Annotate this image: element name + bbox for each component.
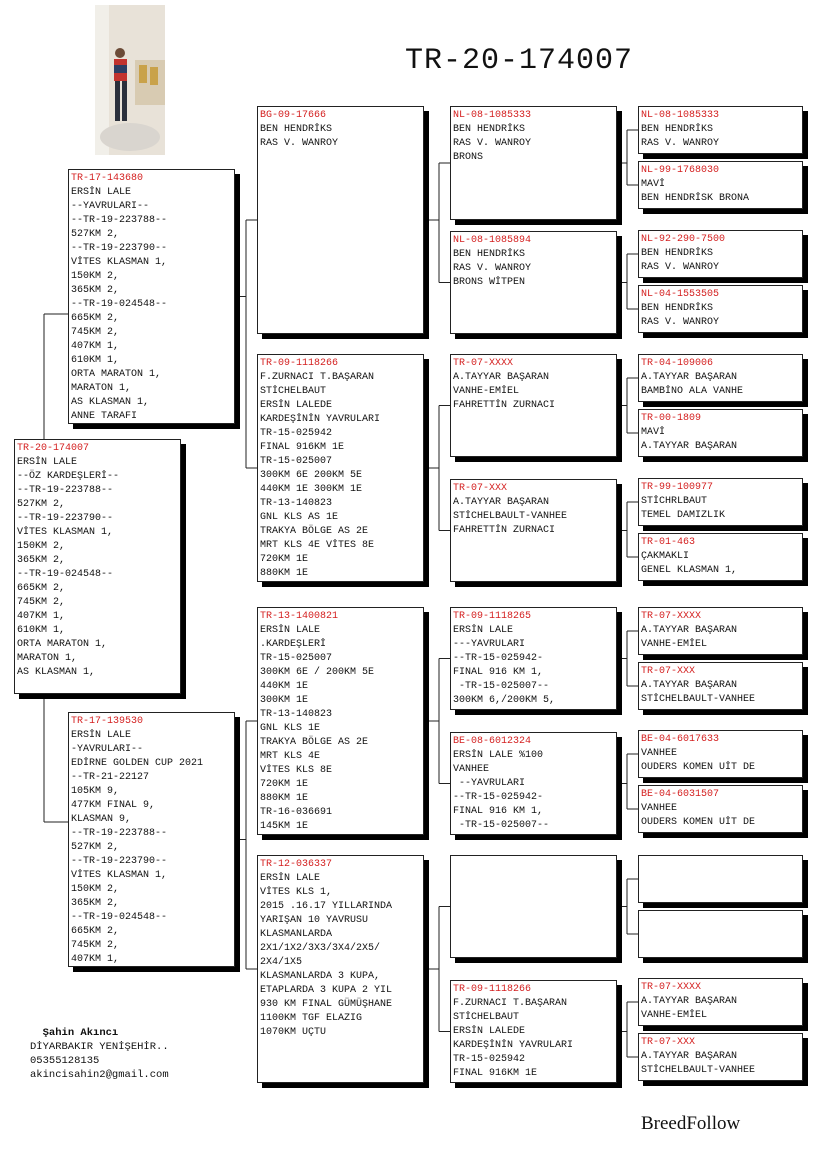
pedigree-note-line: 477KM FINAL 9, (71, 800, 156, 811)
pedigree-note-line: 407KM 1, (71, 341, 120, 352)
ring-number: TR-17-143680 (71, 173, 144, 184)
ring-number: BG-09-17666 (260, 110, 327, 121)
ancestor-box-g14[interactable] (638, 910, 803, 958)
pedigree-note-line: TR-15-025007 (260, 653, 333, 664)
ring-number: TR-13-1400821 (260, 611, 339, 622)
pedigree-note-line: RAS V. WANROY (453, 138, 532, 149)
pedigree-note-line: 407KM 1, (17, 611, 66, 622)
pedigree-note-line: BEN HENDRİKS (641, 248, 714, 259)
pedigree-note-line: 440KM 1E (260, 681, 309, 692)
pedigree-note-line: STİCHELBAULT-VANHEE (641, 1065, 756, 1076)
pedigree-note-line: 300KM 1E (260, 695, 309, 706)
pedigree-note-line: BEN HENDRİKS (641, 124, 714, 135)
pedigree-note-line: --TR-19-223788-- (71, 215, 168, 226)
ring-number: TR-07-XXXX (641, 982, 702, 993)
pedigree-note-line: 880KM 1E (260, 793, 309, 804)
pedigree-note-line: FINAL 916 KM 1, (453, 806, 544, 817)
pedigree-note-line: .KARDEŞLERİ (260, 639, 327, 650)
pedigree-note-line: VİTES KLASMAN 1, (17, 527, 114, 538)
pedigree-note-line: --TR-15-025942- (453, 653, 544, 664)
ring-number: NL-08-1085333 (641, 110, 720, 121)
granddam-paternal-box[interactable] (257, 354, 424, 582)
ancestor-box-dss[interactable] (450, 607, 617, 710)
pedigree-note-line: 365KM 2, (71, 898, 120, 909)
pedigree-note-line: 105KM 9, (71, 786, 120, 797)
pedigree-note-line: VİTES KLS 8E (260, 765, 333, 776)
pedigree-note-line: GNL KLS 1E (260, 723, 321, 734)
pedigree-note-line: 407KM 1, (71, 954, 120, 965)
pedigree-note-line: --TR-19-223790-- (17, 513, 114, 524)
ancestor-box-sss[interactable] (450, 106, 617, 220)
pedigree-note-line: --YAVRULARI-- (71, 201, 150, 212)
pedigree-note-line: --TR-21-22127 (71, 772, 150, 783)
pedigree-note-line: 745KM 2, (71, 940, 120, 951)
pedigree-note-line: AS KLASMAN 1, (17, 667, 96, 678)
ring-number: NL-92-290-7500 (641, 234, 726, 245)
pedigree-note-line: 720KM 1E (260, 554, 309, 565)
pedigree-note-line: VANHE-EMİEL (453, 386, 520, 397)
pedigree-note-line: VANHE-EMİEL (641, 1010, 708, 1021)
pedigree-note-line: --YAVRULARI (453, 778, 526, 789)
ancestor-box-g3[interactable] (638, 230, 803, 278)
pedigree-note-line: MARATON 1, (17, 653, 78, 664)
pedigree-note-line: ANNE TARAFI (71, 411, 138, 422)
pedigree-note-line: 665KM 2, (71, 313, 120, 324)
ring-number: BE-08-6012324 (453, 736, 532, 747)
pedigree-title: TR-20-174007 (405, 44, 634, 78)
pedigree-note-line: A.TAYYAR BAŞARAN (641, 680, 738, 691)
pedigree-note-line: MARATON 1, (71, 383, 132, 394)
owner-name: Şahin Akıncı (42, 1027, 119, 1039)
ancestor-box-g15[interactable] (638, 978, 803, 1026)
pedigree-note-line: -TR-15-025007-- (453, 681, 550, 692)
pedigree-note-line: 527KM 2, (17, 499, 66, 510)
ring-number: TR-00-1809 (641, 413, 702, 424)
pedigree-note-line: FINAL 916KM 1E (453, 1068, 538, 1079)
ring-number: TR-09-1118266 (453, 984, 532, 995)
pedigree-note-line: 150KM 2, (17, 541, 66, 552)
pedigree-note-line: ERSİN LALEDE (260, 400, 333, 411)
pedigree-note-line: GNL KLS AS 1E (260, 512, 339, 523)
pedigree-note-line: ERSİN LALE (260, 873, 321, 884)
pedigree-note-line: FAHRETTİN ZURNACI (453, 525, 556, 536)
ancestor-box-g9[interactable] (638, 607, 803, 655)
pedigree-note-line: FINAL 916KM 1E (260, 442, 345, 453)
pedigree-note-line: ERSİN LALE (71, 730, 132, 741)
pedigree-note-line: 527KM 2, (71, 229, 120, 240)
pedigree-note-line: BRONS WİTPEN (453, 277, 526, 288)
pedigree-note-line: YARIŞAN 10 YAVRUSU (260, 915, 369, 926)
pedigree-note-line: A.TAYYAR BAŞARAN (641, 441, 738, 452)
pedigree-note-line: ORTA MARATON 1, (71, 369, 162, 380)
pedigree-note-line: 300KM 6,/200KM 5, (453, 695, 556, 706)
pedigree-note-line: 930 KM FINAL GÜMÜŞHANE (260, 999, 393, 1010)
pedigree-note-line: --TR-19-223788-- (71, 828, 168, 839)
ancestor-box-g6[interactable] (638, 409, 803, 457)
pedigree-note-line: -TR-15-025007-- (453, 820, 550, 831)
ancestor-box-dds[interactable] (450, 855, 617, 958)
ring-number: TR-09-1118266 (260, 358, 339, 369)
ring-number: NL-04-1553505 (641, 289, 720, 300)
granddam-maternal-box[interactable] (257, 855, 424, 1083)
pedigree-note-line: FINAL 916 KM 1, (453, 667, 544, 678)
pedigree-note-line: VANHEE (641, 803, 678, 814)
pedigree-note-line: TRAKYA BÖLGE AS 2E (260, 737, 369, 748)
pedigree-note-line: TR-15-025942 (453, 1054, 526, 1065)
pedigree-note-line: ERSİN LALE %100 (453, 750, 544, 761)
pedigree-note-line: MAVİ (641, 427, 666, 438)
pedigree-note-line: 150KM 2, (71, 884, 120, 895)
pedigree-note-line: 720KM 1E (260, 779, 309, 790)
grandsire-paternal-box[interactable] (257, 106, 424, 334)
ring-number: TR-07-XXX (453, 483, 508, 494)
pedigree-note-line: STİCHELBAULT-VANHEE (453, 511, 568, 522)
pedigree-note-line: KLASMANLARDA (260, 929, 333, 940)
pedigree-note-line: 2X1/1X2/3X3/3X4/2X5/ (260, 943, 381, 954)
pedigree-note-line: 745KM 2, (71, 327, 120, 338)
dam-box[interactable] (68, 712, 235, 967)
pedigree-note-line: OUDERS KOMEN UİT DE (641, 762, 756, 773)
ancestor-box-ddd[interactable] (450, 980, 617, 1083)
ancestor-box-g5[interactable] (638, 354, 803, 402)
pedigree-note-line: STİCHELBAUT (453, 1012, 520, 1023)
pedigree-note-line: STİCHELBAUT (260, 386, 327, 397)
ring-number: NL-08-1085333 (453, 110, 532, 121)
ring-number: TR-04-109006 (641, 358, 714, 369)
ancestor-box-g8[interactable] (638, 533, 803, 581)
pedigree-note-line: ERSİN LALE (260, 625, 321, 636)
pedigree-note-line: 880KM 1E (260, 568, 309, 579)
pedigree-note-line: ERSİN LALEDE (453, 1026, 526, 1037)
pedigree-note-line: A.TAYYAR BAŞARAN (641, 372, 738, 383)
pedigree-note-line: FAHRETTİN ZURNACI (453, 400, 556, 411)
pedigree-note-line: KARDEŞİNİN YAVRULARI (453, 1040, 574, 1051)
pedigree-note-line: MRT KLS 4E (260, 751, 321, 762)
brand-logo: BreedFollow (641, 1113, 741, 1134)
pedigree-note-line: GENEL KLASMAN 1, (641, 565, 738, 576)
pedigree-note-line: --ÖZ KARDEŞLERİ-- (17, 471, 120, 482)
pedigree-note-line: 610KM 1, (17, 625, 66, 636)
pedigree-note-line: BEN HENDRİKS (453, 124, 526, 135)
ring-number: NL-99-1768030 (641, 165, 720, 176)
ancestor-box-sds[interactable] (450, 354, 617, 457)
pedigree-note-line: --TR-19-223788-- (17, 485, 114, 496)
owner-city: DİYARBAKIR YENİŞEHİR.. (30, 1041, 169, 1053)
pedigree-note-line: RAS V. WANROY (453, 263, 532, 274)
pedigree-note-line: 1100KM TGF ELAZIG (260, 1013, 363, 1024)
ring-number: BE-04-6017633 (641, 734, 720, 745)
pedigree-note-line: 1070KM UÇTU (260, 1027, 327, 1038)
pedigree-note-line: ÇAKMAKLI (641, 551, 690, 562)
pedigree-note-line: 300KM 6E 200KM 5E (260, 470, 363, 481)
ancestor-box-g4[interactable] (638, 285, 803, 333)
pedigree-note-line: 150KM 2, (71, 271, 120, 282)
pedigree-note-line: VİTES KLS 1, (260, 887, 333, 898)
pedigree-note-line: EDİRNE GOLDEN CUP 2021 (71, 758, 204, 769)
pedigree-note-line: 440KM 1E 300KM 1E (260, 484, 363, 495)
ancestor-box-g10[interactable] (638, 662, 803, 710)
ancestor-box-g12[interactable] (638, 785, 803, 833)
pedigree-note-line: TR-13-140823 (260, 498, 333, 509)
pedigree-note-line: BEN HENDRİKS (641, 303, 714, 314)
pedigree-note-line: 365KM 2, (17, 555, 66, 566)
ancestor-box-g7[interactable] (638, 478, 803, 526)
pedigree-note-line: KLASMAN 9, (71, 814, 132, 825)
pedigree-note-line: A.TAYYAR BAŞARAN (453, 372, 550, 383)
pedigree-note-line: TEMEL DAMIZLIK (641, 510, 726, 521)
pedigree-note-line: 665KM 2, (71, 926, 120, 937)
ring-number: TR-07-XXX (641, 1037, 696, 1048)
ring-number: TR-99-100977 (641, 482, 714, 493)
owner-contact (30, 1012, 169, 1082)
pedigree-note-line: VİTES KLASMAN 1, (71, 870, 168, 881)
pedigree-note-line: MRT KLS 4E VİTES 8E (260, 540, 375, 551)
pedigree-note-line: --TR-19-024548-- (71, 912, 168, 923)
ancestor-box-sdd[interactable] (450, 479, 617, 582)
ancestor-box-ssd[interactable] (450, 231, 617, 334)
pedigree-note-line: --TR-19-223790-- (71, 243, 168, 254)
pedigree-note-line: ERSİN LALE (17, 457, 78, 468)
pedigree-note-line: A.TAYYAR BAŞARAN (641, 625, 738, 636)
pedigree-note-line: RAS V. WANROY (641, 262, 720, 273)
pedigree-note-line: RAS V. WANROY (641, 138, 720, 149)
pedigree-note-line: VANHE-EMİEL (641, 639, 708, 650)
pedigree-note-line: TR-15-025942 (260, 428, 333, 439)
pedigree-note-line: -YAVRULARI-- (71, 744, 144, 755)
pedigree-note-line: ERSİN LALE (71, 187, 132, 198)
ring-number: TR-07-XXX (641, 666, 696, 677)
pedigree-note-line: AS KLASMAN 1, (71, 397, 150, 408)
pedigree-note-line: TR-16-036691 (260, 807, 333, 818)
ancestor-box-g16[interactable] (638, 1033, 803, 1081)
ancestor-box-g13[interactable] (638, 855, 803, 903)
sire-box[interactable] (68, 169, 235, 424)
pedigree-note-line: 665KM 2, (17, 583, 66, 594)
pedigree-note-line: TR-15-025007 (260, 456, 333, 467)
pedigree-note-line: BEN HENDRİSK BRONA (641, 193, 750, 204)
pedigree-note-line: TRAKYA BÖLGE AS 2E (260, 526, 369, 537)
pedigree-note-line: --TR-19-223790-- (71, 856, 168, 867)
ancestor-box-g11[interactable] (638, 730, 803, 778)
ring-number: TR-07-XXXX (641, 611, 702, 622)
pedigree-note-line: OUDERS KOMEN UİT DE (641, 817, 756, 828)
pedigree-note-line: A.TAYYAR BAŞARAN (453, 497, 550, 508)
pedigree-note-line: A.TAYYAR BAŞARAN (641, 1051, 738, 1062)
ring-number: TR-07-XXXX (453, 358, 514, 369)
pedigree-note-line: KARDEŞİNİN YAVRULARI (260, 414, 381, 425)
pedigree-note-line: ---YAVRULARI (453, 639, 526, 650)
pedigree-note-line: F.ZURNACI T.BAŞARAN (453, 998, 568, 1009)
pedigree-note-line: BEN HENDRİKS (453, 249, 526, 260)
pedigree-note-line: 300KM 6E / 200KM 5E (260, 667, 375, 678)
pedigree-note-line: 527KM 2, (71, 842, 120, 853)
pedigree-note-line: STİCHELBAULT-VANHEE (641, 694, 756, 705)
pedigree-note-line: A.TAYYAR BAŞARAN (641, 996, 738, 1007)
owner-email[interactable]: akincisahin2@gmail.com (30, 1069, 169, 1081)
pedigree-note-line: VANHEE (453, 764, 490, 775)
pedigree-note-line: --TR-19-024548-- (17, 569, 114, 580)
pedigree-note-line: --TR-19-024548-- (71, 299, 168, 310)
pedigree-note-line: F.ZURNACI T.BAŞARAN (260, 372, 375, 383)
pedigree-note-line: ERSİN LALE (453, 625, 514, 636)
pedigree-note-line: BRONS (453, 152, 484, 163)
ring-number: TR-09-1118265 (453, 611, 532, 622)
pedigree-note-line: ETAPLARDA 3 KUPA 2 YIL (260, 985, 393, 996)
pedigree-note-line: ORTA MARATON 1, (17, 639, 108, 650)
pedigree-note-line: 610KM 1, (71, 355, 120, 366)
pedigree-note-line: 365KM 2, (71, 285, 120, 296)
pedigree-note-line: VİTES KLASMAN 1, (71, 257, 168, 268)
owner-phone: 05355128135 (30, 1055, 100, 1067)
owner-photo (95, 5, 165, 155)
pedigree-note-line: STİCHRLBAUT (641, 496, 708, 507)
ring-number: TR-17-139530 (71, 716, 144, 727)
pedigree-note-line: 745KM 2, (17, 597, 66, 608)
ancestor-box-g1[interactable] (638, 106, 803, 154)
ring-number: NL-08-1085894 (453, 235, 532, 246)
grandsire-maternal-box[interactable] (257, 607, 424, 835)
pedigree-note-line: 145KM 1E (260, 821, 309, 832)
pedigree-note-line: 2015 .16.17 YILLARINDA (260, 901, 393, 912)
pedigree-note-line: BEN HENDRİKS (260, 124, 333, 135)
ring-number: BE-04-6031507 (641, 789, 720, 800)
pedigree-note-line: KLASMANLARDA 3 KUPA, (260, 971, 381, 982)
pedigree-note-line: 2X4/1X5 (260, 957, 303, 968)
pedigree-note-line: RAS V. WANROY (260, 138, 339, 149)
pedigree-note-line: --TR-15-025942- (453, 792, 544, 803)
pedigree-note-line: TR-13-140823 (260, 709, 333, 720)
ring-number: TR-12-036337 (260, 859, 333, 870)
subject-pigeon-box[interactable] (14, 439, 181, 694)
ring-number: TR-01-463 (641, 537, 696, 548)
pedigree-note-line: RAS V. WANROY (641, 317, 720, 328)
pedigree-note-line: MAVİ (641, 179, 666, 190)
pedigree-note-line: BAMBİNO ALA VANHE (641, 386, 744, 397)
pedigree-note-line: VANHEE (641, 748, 678, 759)
ancestor-box-dsd[interactable] (450, 732, 617, 835)
ancestor-box-g2[interactable] (638, 161, 803, 209)
ring-number: TR-20-174007 (17, 443, 90, 454)
